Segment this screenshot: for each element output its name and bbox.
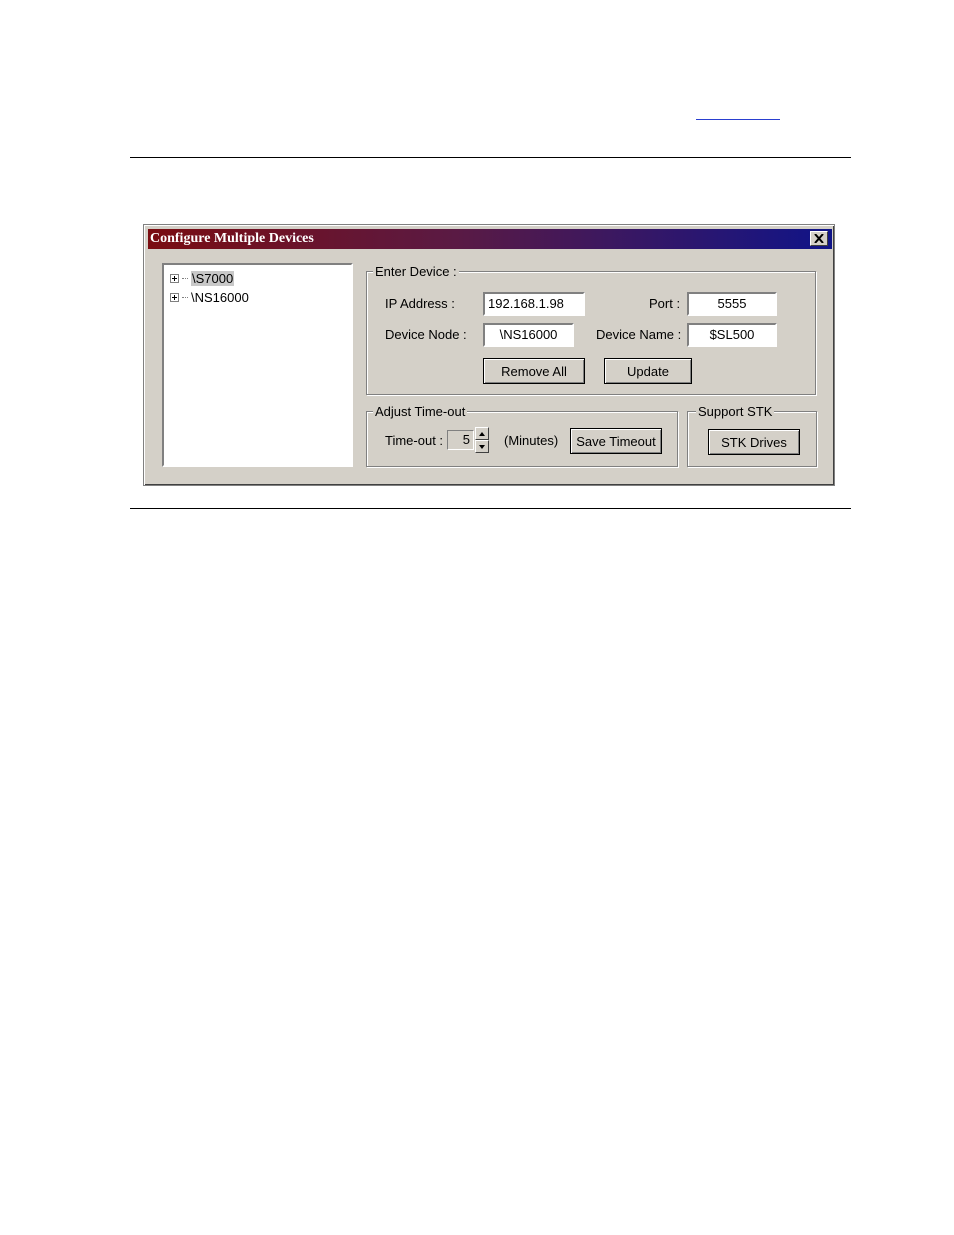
adjust-timeout-group [366, 404, 678, 467]
device-node-label: Device Node : [385, 327, 467, 342]
tree-item-label: \NS16000 [191, 289, 249, 305]
page-link[interactable] [696, 106, 780, 120]
group-legend: Adjust Time-out [375, 404, 466, 419]
device-name-label: Device Name : [596, 327, 682, 342]
timeout-stepper[interactable] [475, 427, 489, 453]
close-button[interactable] [810, 231, 828, 246]
group-legend: Enter Device : [375, 264, 457, 279]
arrow-up-icon [479, 432, 485, 436]
support-stk-group [687, 404, 817, 467]
remove-all-button[interactable]: Remove All [483, 358, 585, 384]
tree-item-s7000[interactable] [170, 270, 234, 286]
title-bar[interactable] [148, 229, 832, 249]
close-icon [814, 234, 824, 243]
device-node-input[interactable]: \NS16000 [483, 323, 574, 347]
update-button[interactable]: Update [604, 358, 692, 384]
tree-item-label: \S7000 [192, 270, 234, 286]
tree-item-ns16000[interactable] [170, 289, 249, 305]
port-label: Port : [649, 296, 681, 311]
ip-address-input[interactable]: 192.168.1.98 [483, 292, 585, 316]
stk-drives-button[interactable]: STK Drives [708, 429, 800, 455]
expand-icon[interactable] [170, 293, 179, 302]
device-tree[interactable] [162, 263, 353, 467]
device-name-input[interactable]: $SL500 [687, 323, 777, 347]
bottom-divider [130, 508, 851, 509]
configure-devices-dialog [143, 224, 835, 486]
enter-device-group [366, 264, 816, 395]
tree-connector [182, 278, 188, 279]
tree-connector [182, 297, 188, 298]
spin-up-button[interactable] [475, 427, 489, 440]
save-timeout-button[interactable]: Save Timeout [570, 428, 662, 454]
window-title: Configure Multiple Devices [150, 231, 314, 246]
group-legend: Support STK [698, 404, 773, 419]
timeout-label: Time-out : [385, 433, 444, 448]
timeout-value-input[interactable]: 5 [447, 430, 474, 450]
ip-address-label: IP Address : [385, 296, 455, 311]
expand-icon[interactable] [170, 274, 179, 283]
port-input[interactable]: 5555 [687, 292, 777, 316]
timeout-unit-label: (Minutes) [504, 433, 559, 448]
arrow-down-icon [479, 445, 485, 449]
spin-down-button[interactable] [475, 440, 489, 453]
top-divider [130, 157, 851, 158]
